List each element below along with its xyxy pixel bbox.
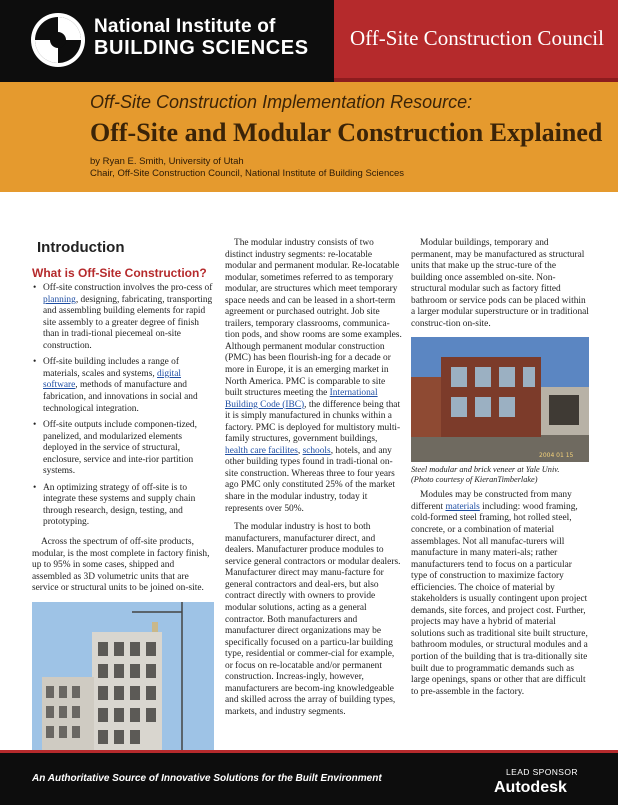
column-right [411, 238, 589, 705]
paragraph: The modular industry is host to both manufacturers, manufacturer direct, and dealers. Manufacturer produce modules to service general contractors or modular dealers. Manufacturer direct may manu-facture for general contractors and deal-ers, but also contract directly with owners to provide modular solutions, acting as a general contractor. Both manufacturers and manufacturer direct organizations may be specifically focused on a particu-lar building type, residential or commer-cial for example, or focus on re-locatable and/or permanent construction. Increas-ingly, however, manufacturers are becom-ing knowledgeable and skilled across the array of building types, markets, and industry segments. [225, 522, 401, 717]
bullet-list [32, 283, 214, 529]
yale-modular-photo [411, 337, 589, 462]
steel-modular-image [411, 337, 589, 462]
link-digital-software[interactable]: digital software [43, 368, 182, 391]
bullet-icon: • [33, 357, 37, 368]
photo-caption: Steel modular and brick veneer at Yale Univ. [411, 465, 560, 475]
council-name: Off-Site Construction Council [350, 26, 604, 50]
list-item: • Off-site outputs include componen-tized, panelized, and modularized elements deployed in the service of structural, enclosure, service and inte-rior partition systems. [33, 420, 197, 477]
org-name-line1: National Institute of [94, 16, 276, 37]
link-planning[interactable]: planning [43, 294, 76, 305]
lead-sponsor-label: LEAD SPONSOR [506, 767, 578, 777]
resource-subtitle: Off-Site Construction Implementation Resource: [90, 92, 473, 112]
link-schools[interactable]: schools [302, 445, 331, 456]
column-left [32, 238, 214, 802]
footer-tagline: An Authoritative Source of Innovative Solutions for the Built Environment [32, 773, 382, 784]
link-materials[interactable]: materials [445, 501, 480, 512]
list-item: • Off-site construction involves the pro-cess of planning, designing, fabricating, transporting and assembling building elements for rapid site assembly to a greater degree of finish than in tradi-tional piecemeal on-site construction. [33, 283, 213, 351]
section-heading-introduction: Introduction [37, 239, 125, 256]
paragraph: Modules may be constructed from many different materials including: wood framing, cold-formed steel framing, hot rolled steel, concrete, or a combination of material assemblages. Not all manufac-turers will manufacture in many materi-als; rather manufacturers tend to focus on a particular type of construction to maximize factory efficiencies. The choice of material by stakeholders is usually contingent upon project demands, site forces, and project cost. Further, projects may have a hybrid of material solutions such as traditional site built structure, bathroom modules, or structural modules and a portion of the building that is tra-ditionally site built due to programmatic demands such as large openings, spans or other that are difficult to pre-assemble in the factory. [411, 490, 588, 697]
bullet-icon: • [33, 482, 37, 493]
column-middle [225, 238, 402, 725]
bullet-icon: • [33, 283, 37, 294]
list-item: • Off-site building includes a range of materials, scales and systems, digital software, methods of manufacture and fabrication, and innovations in social and technological integration. [33, 357, 198, 414]
nibs-logo-icon [30, 12, 86, 68]
page-title: Off-Site and Modular Construction Explained [90, 118, 603, 147]
link-ibc[interactable]: International Building Code (IBC) [225, 388, 378, 410]
paragraph: The modular industry consists of two distinct industry segments: re-locatable modular and permanent modular. Re-locatable modular, sometimes referred to as temporary modular, are structures which meet temporary space needs and can be leased in a short-term agreement or purchased outright. Job site trailers, temporary classrooms, communica-tion pods, and show rooms are some examples. Although permanent modular construction (PMC) has been flourish-ing for a decade or more in Europe, it is an emerging market in North America. PMC is comparable to site built structures meeting the International Building Code (IBC), the difference being that it is simply manufactured in chunks within a factory. PMC is deployed for multistory multi-family structures, government buildings, health care facilites, schools, hotels, and any other building types found in tradi-tional on-site construction. Whereas three to four years ago PMC only constituted 25% of the market share in the modular industry, today it represents over 50%. [225, 238, 402, 514]
link-health-care[interactable]: health care facilites [225, 445, 298, 456]
author-byline: by Ryan E. Smith, University of Utah [90, 156, 244, 167]
subheading-what-is: What is Off-Site Construction? [32, 265, 207, 280]
paragraph: Modular buildings, temporary and permanent, may be manufactured as structural units that make up the struc-ture of the building once assembled on-site. Non-structural modular such as factory fitted bathroom or service pods can be placed within a larger modular superstructure or in traditional construc-tion on-site. [411, 238, 589, 329]
footer-accent-line [0, 750, 618, 753]
photo-credit: (Photo courtesy of KieranTimberlake) [411, 474, 538, 484]
author-affiliation: Chair, Off-Site Construction Council, National Institute of Building Sciences [90, 168, 405, 179]
paragraph: Across the spectrum of off-site products, modular, is the most complete in factory finish, up to 95% in some cases, shipped and assembled as 3D volumetric units that are service or structural units to be joined on-site. [32, 537, 210, 594]
list-item: • An optimizing strategy of off-site is to integrate these systems and supply chain through research, design, testing, and prototyping. [33, 482, 196, 528]
sponsor-logo-autodesk: Autodesk [494, 779, 567, 796]
bullet-icon: • [33, 420, 37, 431]
org-name-line2: BUILDING SCIENCES [94, 37, 309, 59]
photo-date-stamp: 2004 01 15 [539, 452, 574, 460]
